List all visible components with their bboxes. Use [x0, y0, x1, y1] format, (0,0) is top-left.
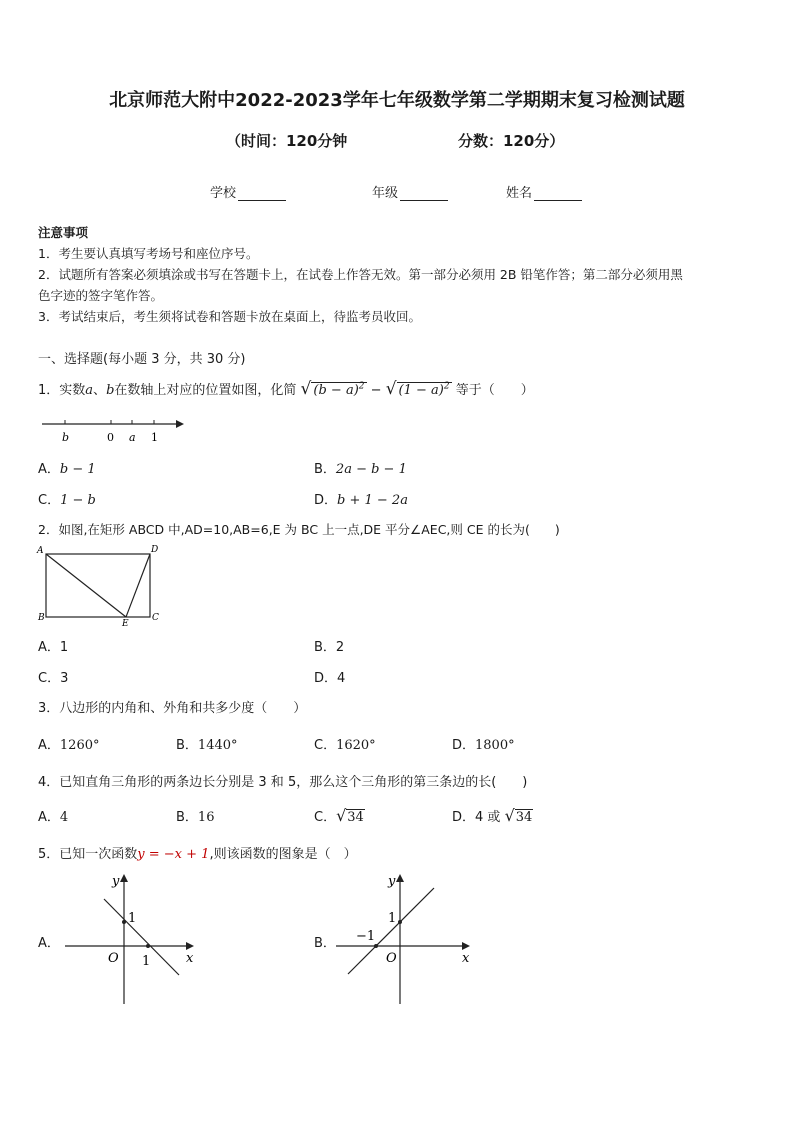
section-heading: 一、选择题(每小题 3 分，共 30 分) [38, 352, 246, 367]
graph-b-x-arrow [462, 942, 470, 950]
exam-score: 分数：120分） [458, 132, 565, 150]
q1-sqrt-2: √ $(1 - a)^2$ [385, 379, 450, 399]
graph-b-y-arrow [396, 874, 404, 882]
q1-mid: 在数轴上对应的位置如图，化简 [114, 383, 297, 398]
vertex-e: E [122, 619, 129, 628]
graph-a-y-label: y [112, 874, 120, 889]
q1-var-a: a [85, 383, 94, 398]
q2-option-d[interactable]: D．4 [314, 671, 346, 686]
q4-option-b[interactable]: B．16 [176, 810, 215, 825]
number-line-arrow [176, 420, 184, 428]
graph-b-x-label: x [462, 951, 470, 966]
label-1: 1 [151, 431, 158, 444]
school-field[interactable] [210, 182, 286, 201]
q3-option-a[interactable]: A．1260° [38, 738, 100, 753]
q5-option-a-label[interactable]: A． [38, 936, 60, 951]
note-item-2: 2．试题所有答案必须填涂或书写在答题卡上，在试卷上作答无效。第一部分必须用 2B 铅笔作答；第二部分必须用黑 [38, 267, 683, 282]
q3-option-b[interactable]: B．1440° [176, 738, 238, 753]
q4-option-c[interactable]: C．√34 [314, 806, 364, 825]
q4-option-d[interactable]: D．4 或 √34 [452, 806, 533, 825]
graph-a-x-intercept: 1 [142, 954, 151, 969]
q1-sep: 、 [93, 383, 107, 398]
graph-a-x-label: x [186, 951, 194, 966]
label-0: 0 [107, 431, 114, 444]
vertex-a: A [37, 546, 44, 556]
graph-b-point-x [374, 944, 378, 948]
q1-option-a[interactable]: A．b − 1 [38, 462, 96, 477]
name-field[interactable] [506, 182, 582, 201]
q5-function: y = −x + 1 [137, 847, 210, 862]
question-2: 2．如图,在矩形 ABCD 中,AD=10,AB=6,E 为 BC 上一点,DE 平分∠AEC,则 CE 的长为( ) [38, 522, 560, 537]
q1-option-d[interactable]: D．b + 1 − 2a [314, 493, 408, 508]
grade-field[interactable] [372, 182, 448, 201]
vertex-d: D [151, 545, 159, 555]
note-item-1: 1．考生要认真填写考场号和座位序号。 [38, 246, 259, 261]
graph-b-y-label: y [388, 874, 396, 889]
graph-a-y-intercept: 1 [128, 911, 137, 926]
note-item-2-cont: 色字迹的签字笔作答。 [38, 288, 164, 303]
q1-expr-1: $(b - a)^2$ [313, 381, 365, 398]
q5-graph-a[interactable] [62, 870, 202, 1008]
graph-b-origin: O [386, 951, 397, 966]
rectangle-abcd [46, 554, 150, 617]
q1-minus: − [370, 383, 382, 398]
question-4: 4．已知直角三角形的两条边长分别是 3 和 5，那么这个三角形的第三条边的长( ) [38, 775, 528, 790]
question-1 [38, 379, 534, 399]
graph-b-x-intercept: −1 [356, 929, 376, 944]
graph-a-x-arrow [186, 942, 194, 950]
school-label: 学校 [210, 186, 237, 201]
note-item-3: 3．考试结束后，考生须将试卷和答题卡放在桌面上，待监考员收回。 [38, 309, 421, 324]
grade-label: 年级 [372, 186, 399, 201]
label-b: b [62, 431, 70, 444]
label-a: a [129, 431, 136, 444]
graph-a-point-x [146, 944, 150, 948]
question-5: 5．已知一次函数y = −x + 1,则该函数的图象是（ ） [38, 847, 357, 862]
name-blank[interactable] [534, 188, 582, 201]
grade-blank[interactable] [400, 188, 448, 201]
vertex-c: C [152, 613, 159, 623]
q2-rectangle-figure [36, 542, 166, 628]
q2-option-c[interactable]: C．3 [38, 671, 69, 686]
q1-option-c[interactable]: C．1 − b [38, 493, 96, 508]
page-title: 北京师范大附中2022-2023学年七年级数学第二学期期末复习检测试题 [109, 90, 685, 111]
q3-option-c[interactable]: C．1620° [314, 738, 376, 753]
graph-a-point-y [122, 920, 126, 924]
q1-expr-2: $(1 - a)^2$ [398, 381, 450, 398]
q1-sqrt-1: √ $(b - a)^2$ [300, 379, 365, 399]
school-blank[interactable] [238, 188, 286, 201]
name-label: 姓名 [506, 186, 533, 201]
graph-b-y-intercept: 1 [388, 911, 397, 926]
segment-de [126, 554, 150, 617]
q2-option-a[interactable]: A．1 [38, 640, 69, 655]
graph-b-point-y [398, 920, 402, 924]
q1-suffix: 等于（ ） [455, 383, 534, 398]
graph-a-origin: O [108, 951, 119, 966]
q1-option-b[interactable]: B．2a − b − 1 [314, 462, 407, 477]
q5-option-b-label[interactable]: B． [314, 936, 336, 951]
q5-graph-b[interactable] [330, 870, 480, 1008]
vertex-b: B [38, 613, 45, 623]
q1-prefix: 1．实数 [38, 383, 86, 398]
notes-heading: 注意事项 [38, 225, 89, 240]
graph-a-y-arrow [120, 874, 128, 882]
q4-option-a[interactable]: A．4 [38, 810, 69, 825]
q3-option-d[interactable]: D．1800° [452, 738, 515, 753]
q1-number-line [38, 414, 188, 444]
q2-option-b[interactable]: B．2 [314, 640, 345, 655]
q1-var-b: b [106, 383, 115, 398]
segment-ae [46, 554, 126, 617]
question-3: 3．八边形的内角和、外角和共多少度（ ） [38, 701, 307, 716]
exam-time: （时间：120分钟 [226, 132, 348, 150]
